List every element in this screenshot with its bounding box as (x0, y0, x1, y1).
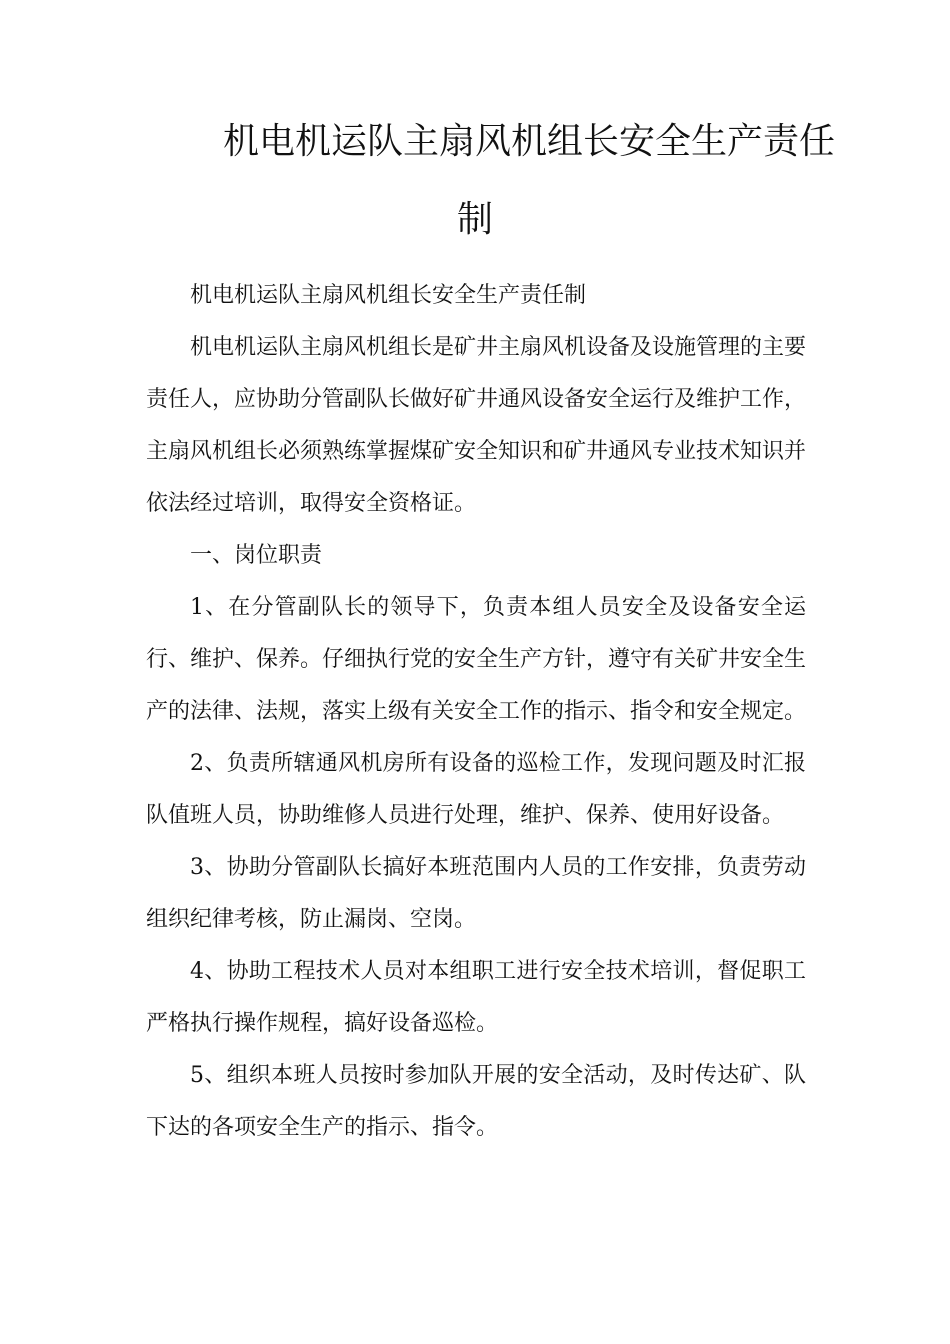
duty-item-1: 1、在分管副队长的领导下，负责本组人员安全及设备安全运行、维护、保养。仔细执行党的安全生产方针，遵守有关矿井安全生产的法律、法规，落实上级有关安全工作的指示、指令和安全规定。 (146, 595, 807, 724)
document-title-line-2: 制 (456, 199, 493, 240)
section-heading-job-duties: 一、岗位职责 (190, 543, 323, 568)
duty-item-5: 5、组织本班人员按时参加队开展的安全活动，及时传达矿、队下达的各项安全生产的指示、指令。 (146, 1063, 806, 1140)
intro-paragraph: 机电机运队主扇风机组长是矿井主扇风机设备及设施管理的主要责任人，应协助分管副队长做好矿井通风设备安全运行及维护工作，主扇风机组长必须熟练掌握煤矿安全知识和矿井通风专业技术知识并依法经过培训，取得安全资格证。 (146, 335, 807, 516)
document-subtitle: 机电机运队主扇风机组长安全生产责任制 (190, 283, 587, 308)
document-title-line-1: 机电机运队主扇风机组长安全生产责任 (223, 121, 836, 162)
duty-item-3: 3、协助分管副队长搞好本班范围内人员的工作安排，负责劳动组织纪律考核，防止漏岗、空岗。 (146, 855, 806, 932)
document-body (146, 270, 806, 1154)
duty-item-2: 2、负责所辖通风机房所有设备的巡检工作，发现问题及时汇报队值班人员，协助维修人员进行处理，维护、保养、使用好设备。 (146, 751, 806, 828)
duty-item-4: 4、协助工程技术人员对本组职工进行安全技术培训，督促职工严格执行操作规程，搞好设备巡检。 (146, 959, 806, 1036)
